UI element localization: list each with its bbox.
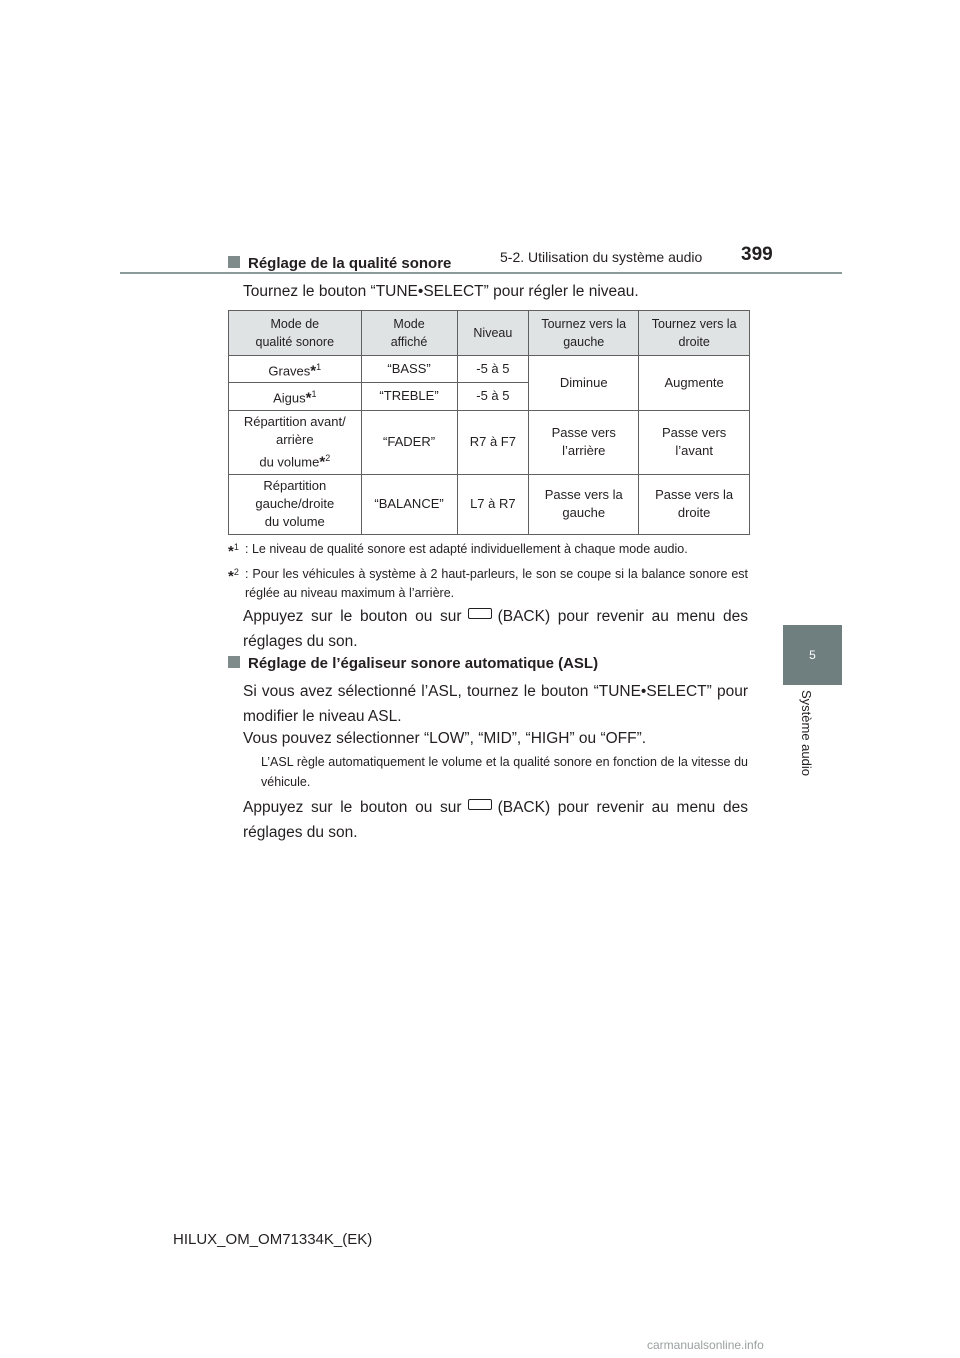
back-button-icon xyxy=(468,608,492,619)
table-cell: Passe vers la droite xyxy=(639,474,750,534)
table-row xyxy=(229,356,750,383)
square-bullet-icon xyxy=(228,656,240,668)
table-cell: Passe vers l’avant xyxy=(639,410,750,474)
table-cell: Répartition gauche/droite du volume xyxy=(229,474,362,534)
back-instruction-2: Appuyez sur le bouton ou sur (BACK) pour revenir au menu des réglages du son. xyxy=(243,799,748,841)
footnote-2-mark: *$^2$ xyxy=(228,567,239,585)
footnote-1: *$^1$ : Le niveau de qualité sonore est adapté individuellement à chaque mode audio. xyxy=(228,540,748,559)
table-header: Mode affiché xyxy=(361,311,457,356)
table-header: Niveau xyxy=(457,311,529,356)
table-cell: Diminue xyxy=(529,356,639,411)
back-button-icon xyxy=(468,799,492,810)
chapter-tab-number: 5 xyxy=(783,625,842,685)
table-cell: Augmente xyxy=(639,356,750,411)
table-cell: “FADER” xyxy=(361,410,457,474)
asl-options: Vous pouvez sélectionner “LOW”, “MID”, “HIGH” ou “OFF”. xyxy=(243,730,647,747)
table-cell: “TREBLE” xyxy=(361,383,457,410)
header-divider xyxy=(120,272,842,274)
table-cell: “BASS” xyxy=(361,356,457,383)
table-cell: Répartition avant/ arrière du volume*$^2$ xyxy=(229,410,362,474)
section-heading-sound-quality: Réglage de la qualité sonore xyxy=(228,255,451,272)
section-heading-asl: Réglage de l’égaliseur sonore automatique (ASL) xyxy=(228,655,598,672)
table-cell: “BALANCE” xyxy=(361,474,457,534)
table-cell: -5 à 5 xyxy=(457,383,529,410)
document-code: HILUX_OM_OM71334K_(EK) xyxy=(173,1231,373,1248)
table-row xyxy=(229,410,750,474)
table-row xyxy=(229,474,750,534)
table-cell: R7 à F7 xyxy=(457,410,529,474)
back-instruction-1: Appuyez sur le bouton ou sur (BACK) pour revenir au menu des réglages du son. xyxy=(243,608,748,650)
footnote-1-mark: *$^1$ xyxy=(228,542,239,560)
footnote-2: *$^2$ : Pour les véhicules à système à 2 haut-parleurs, le son se coupe si la balance sonore est réglée au niveau maximum à l’arrière. xyxy=(228,565,748,603)
page-number: 399 xyxy=(741,244,773,265)
asl-note: L’ASL règle automatiquement le volume et la qualité sonore en fonction de la vitesse du véhicule. xyxy=(261,755,748,789)
header-section-title: 5-2. Utilisation du système audio xyxy=(500,249,703,265)
watermark: carmanualsonline.info xyxy=(647,1338,764,1352)
table-cell: Passe vers l’arrière xyxy=(529,410,639,474)
square-bullet-icon xyxy=(228,256,240,268)
asl-instruction: Si vous avez sélectionné l’ASL, tournez le bouton “TUNE•SELECT” pour modifier le niveau ASL. xyxy=(243,683,748,725)
table-header: Mode de qualité sonore xyxy=(229,311,362,356)
table-cell: Aigus*$^1$ xyxy=(229,383,362,410)
table-cell: -5 à 5 xyxy=(457,356,529,383)
table-header: Tournez vers la gauche xyxy=(529,311,639,356)
table-header: Tournez vers la droite xyxy=(639,311,750,356)
sound-quality-intro: Tournez le bouton “TUNE•SELECT” pour régler le niveau. xyxy=(243,283,639,300)
table-cell: Graves*$^1$ xyxy=(229,356,362,383)
table-header-row xyxy=(229,311,750,356)
table-cell: L7 à R7 xyxy=(457,474,529,534)
table-cell: Passe vers la gauche xyxy=(529,474,639,534)
sound-settings-table xyxy=(228,310,750,535)
chapter-tab-label: Système audio xyxy=(799,690,814,776)
